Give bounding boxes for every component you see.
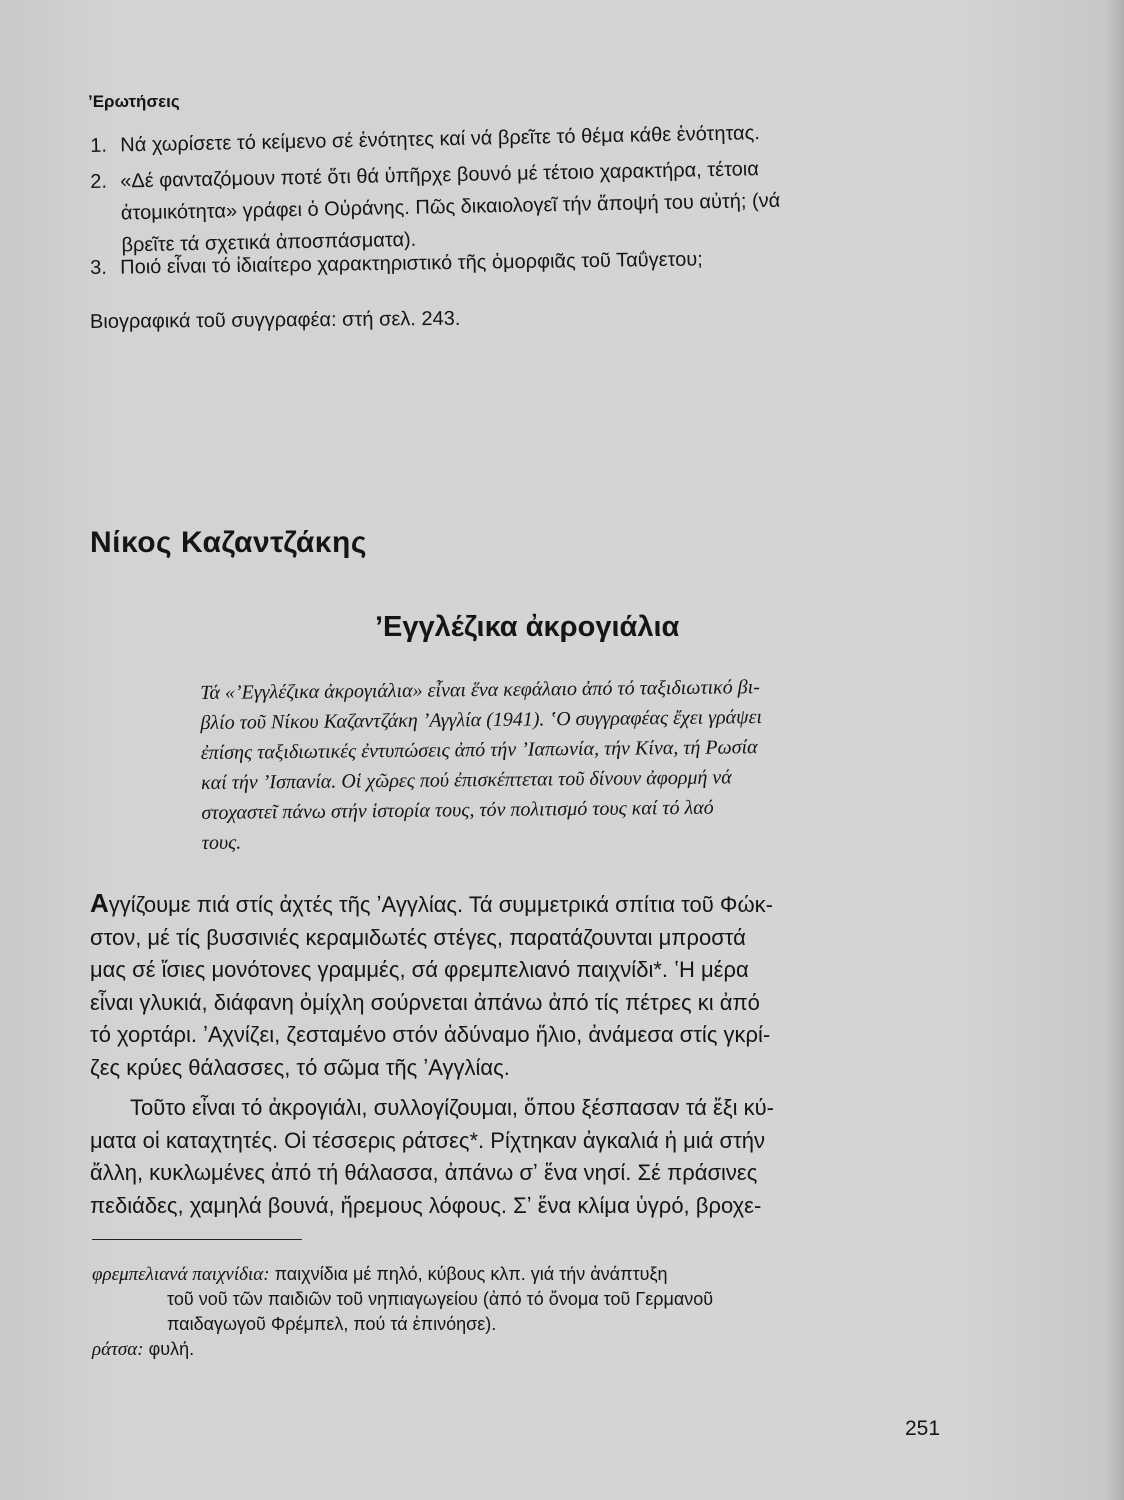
footnote-continuation: τοῦ νοῦ τῶν παιδιῶν τοῦ νηπιαγωγείου (ἀπό τό ὄνομα τοῦ Γερμανοῦ [167,1289,714,1309]
intro-line: στοχαστεῖ πάνω στήν ἱστορία τους, τόν πολιτισμό τους καί τό λαό [201,796,714,824]
question-text: Ποιό εἶναι τό ἰδιαίτερο χαρακτηριστικό τῆς ὀμορφιᾶς τοῦ Ταΰγετου; [120,248,703,279]
paragraph-1 [90,887,950,1084]
question-text: Νά χωρίσετε τό κείμενο σέ ἑνότητες καί νά βρεῖτε τό θέμα κάθε ἑνότητας. [120,122,761,157]
footnote-term: ράτσα: [92,1339,144,1360]
text-line: τό χορτάρι. ʼΑχνίζει, ζεσταμένο στόν ἀδύναμο ἥλιο, ἀνάμεσα στίς γκρί- [90,1022,771,1047]
chapter-title: ʼΕγγλέζικα ἀκρογιάλια [375,611,680,643]
question-line: «Δέ φανταζόμουν ποτέ ὅτι θά ὑπῆρχε βουνό μέ τέτοιο χαρακτήρα, τέτοια [120,158,760,193]
question-1 [90,113,950,157]
question-number: 3. [90,256,108,279]
initial-letter: Α [90,888,109,918]
question-line: ἀτομικότητα» γράφει ὁ Οὐράνης. Πῶς δικαιολογεῖ τήν ἄποψή του αὐτή; (νά [120,189,781,225]
page-number: 251 [905,1417,941,1440]
footnotes [92,1262,952,1362]
intro-line: καί τήν ʼΙσπανία. Οἱ χῶρες πού ἐπισκέπτεται τοῦ δίνουν ἀφορμή νά [200,766,732,794]
text-line: Αγγίζουμε πιά στίς ἀχτές τῆς ʼΑγγλίας. Τά συμμετρικά σπίτια τοῦ Φώκ- [90,888,773,918]
intro-line: τους. [201,831,242,854]
footnote-1 [92,1262,952,1287]
text-line: ἄλλη, κυκλωμένες ἀπό τή θάλασσα, ἀπάνω σʼ ἕνα νησί. Σέ πράσινες [90,1160,758,1185]
author-name: Νίκος Καζαντζάκης [90,526,367,559]
text-line: στον, μέ τίς βυσσινιές κεραμιδωτές στέγες, παρατάζουνται μπροστά [90,924,746,950]
footnote-continuation: παιδαγωγοῦ Φρέμπελ, πού τά ἐπινόησε). [167,1314,497,1334]
text-line: μας σέ ἴσιες μονότονες γραμμές, σά φρεμπελιανό παιχνίδι*. ʽΗ μέρα [90,957,749,982]
question-line: βρεῖτε τά σχετικά ἀποσπάσματα). [121,228,417,257]
question-number: 2. [90,170,108,193]
footnote-definition: φυλή. [148,1339,195,1359]
intro-line: Τά «ʼΕγγλέζικα ἀκρογιάλια» εἶναι ἕνα κεφάλαιο ἀπό τό ταξιδιωτικό βι- [200,676,760,704]
main-text [90,887,950,1222]
bio-reference: Βιογραφικά τοῦ συγγραφέα: στή σελ. 243. [89,307,461,333]
question-number: 1. [90,134,108,157]
footnote-divider [92,1239,302,1240]
footnote-definition: παιχνίδια μέ πηλό, κύβους κλπ. γιά τήν ἀνάπτυξη [274,1264,668,1284]
questions-heading: ʼΕρωτήσεις [88,92,180,111]
footnote-term: φρεμπελιανά παιχνίδια: [92,1264,270,1285]
text-line: ζες κρύες θάλασσες, τό σῶμα τῆς ʼΑγγλίας. [90,1054,510,1080]
text-line: εἶναι γλυκιά, διάφανη ὀμίχλη σούρνεται ἀπάνω ἀπό τίς πέτρες κι ἀπό [90,989,760,1015]
text-line: ματα οἱ καταχτητές. Οἱ τέσσερις ράτσες*. Ρίχτηκαν ἀγκαλιά ἡ μιά στήν [90,1127,765,1153]
text-line: Τοῦτο εἶναι τό ἀκρογιάλι, συλλογίζουμαι, ὅπου ξέσπασαν τά ἔξι κύ- [130,1095,774,1120]
text-line: πεδιάδες, χαμηλά βουνά, ἤρεμους λόφους. Σʼ ἕνα κλίμα ὑγρό, βροχε- [90,1192,762,1218]
intro-line: ἐπίσης ταξιδιωτικές ἐντυπώσεις ἀπό τήν ʼΙαπωνία, τήν Κίνα, τή Ρωσία [200,736,758,764]
paragraph-2 [90,1092,950,1222]
page-edge-shadow [1106,0,1124,1500]
intro-paragraph [200,670,947,858]
footnote-2 [92,1337,952,1362]
intro-line: βλίο τοῦ Νίκου Καζαντζάκη ʼΑγγλία (1941). ʽΟ συγγραφέας ἔχει γράψει [200,706,763,734]
